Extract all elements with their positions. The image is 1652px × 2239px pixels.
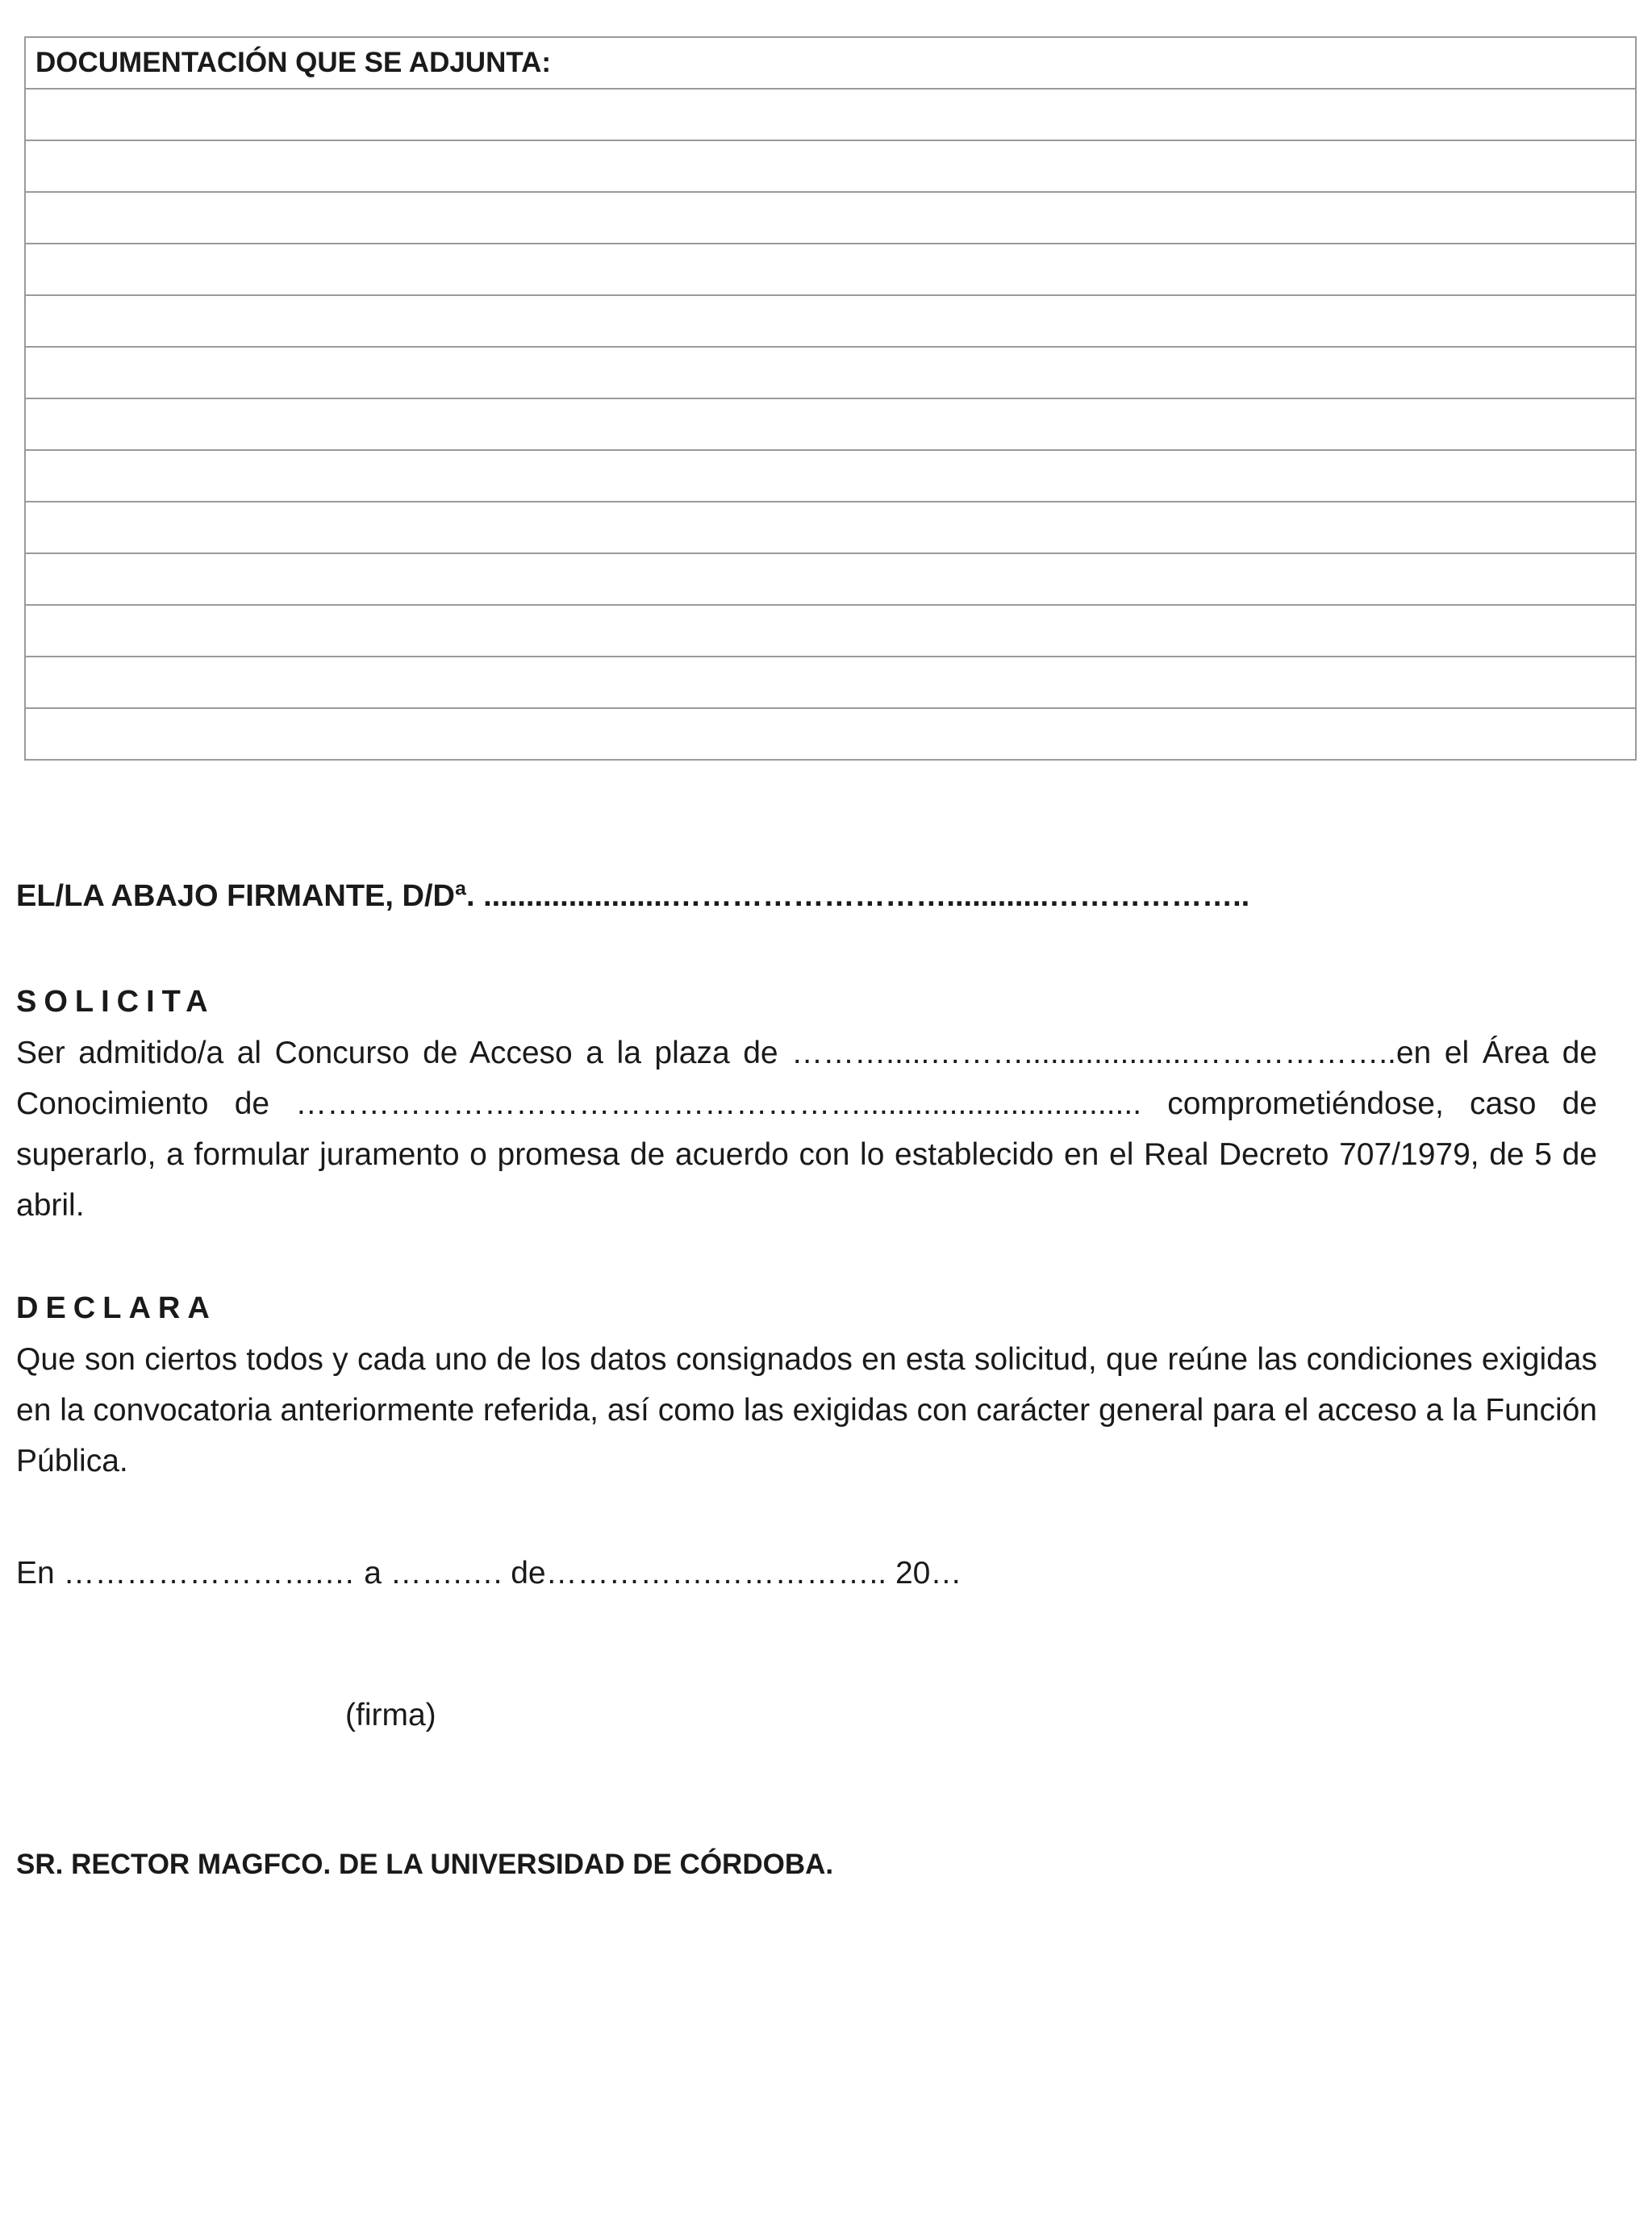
declara-body: Que son ciertos todos y cada uno de los datos consignados en esta solicitud, que reúne las condiciones exigidas en la convocatoria anteriormente referida, así como las exigidas con carácter general para el acceso a la Función Pública.: [16, 1342, 1597, 1478]
documentation-cell[interactable]: [25, 605, 1636, 657]
documentation-header: DOCUMENTACIÓN QUE SE ADJUNTA:: [25, 37, 1636, 89]
documentation-row[interactable]: [25, 192, 1636, 244]
documentation-cell[interactable]: [25, 553, 1636, 605]
documentation-cell[interactable]: [25, 502, 1636, 553]
documentation-row[interactable]: [25, 347, 1636, 398]
documentation-row[interactable]: [25, 295, 1636, 347]
documentation-row[interactable]: [25, 89, 1636, 140]
solicita-heading: SOLICITA: [16, 985, 215, 1019]
solicita-section: [16, 977, 1597, 1231]
signature-label: (firma): [345, 1698, 436, 1732]
documentation-cell[interactable]: [25, 398, 1636, 450]
firmante-line[interactable]: EL/LA ABAJO FIRMANTE, D/Dª. ......................………………………............………………..: [16, 879, 1250, 913]
documentation-row[interactable]: [25, 605, 1636, 657]
documentation-cell[interactable]: [25, 347, 1636, 398]
declara-heading: DECLARA: [16, 1291, 217, 1325]
documentation-table: [24, 36, 1637, 761]
documentation-row[interactable]: [25, 140, 1636, 192]
declara-section: [16, 1283, 1597, 1486]
documentation-cell[interactable]: [25, 657, 1636, 708]
documentation-header-row: [25, 37, 1636, 89]
documentation-cell[interactable]: [25, 244, 1636, 295]
documentation-row[interactable]: [25, 553, 1636, 605]
solicita-body: Ser admitido/a al Concurso de Acceso a la plaza de ……….....………...................………………..en el Área de Conocimiento de ………………………………………………................................ comprometiéndose, caso de superarlo, a formular juramento o promesa de acuerdo con lo establecido en el Real Decreto 707/1979, de 5 de abril.: [16, 1036, 1597, 1223]
documentation-cell[interactable]: [25, 89, 1636, 140]
documentation-row[interactable]: [25, 708, 1636, 760]
documentation-row[interactable]: [25, 398, 1636, 450]
documentation-cell[interactable]: [25, 192, 1636, 244]
documentation-row[interactable]: [25, 244, 1636, 295]
addressee: SR. RECTOR MAGFCO. DE LA UNIVERSIDAD DE CÓRDOBA.: [16, 1849, 834, 1880]
documentation-cell[interactable]: [25, 295, 1636, 347]
documentation-cell[interactable]: [25, 450, 1636, 502]
documentation-cell[interactable]: [25, 708, 1636, 760]
documentation-cell[interactable]: [25, 140, 1636, 192]
documentation-row[interactable]: [25, 502, 1636, 553]
documentation-row[interactable]: [25, 450, 1636, 502]
date-line[interactable]: En …………………….… a …….…. de…………….…………….. 20…: [16, 1556, 962, 1591]
documentation-row[interactable]: [25, 657, 1636, 708]
